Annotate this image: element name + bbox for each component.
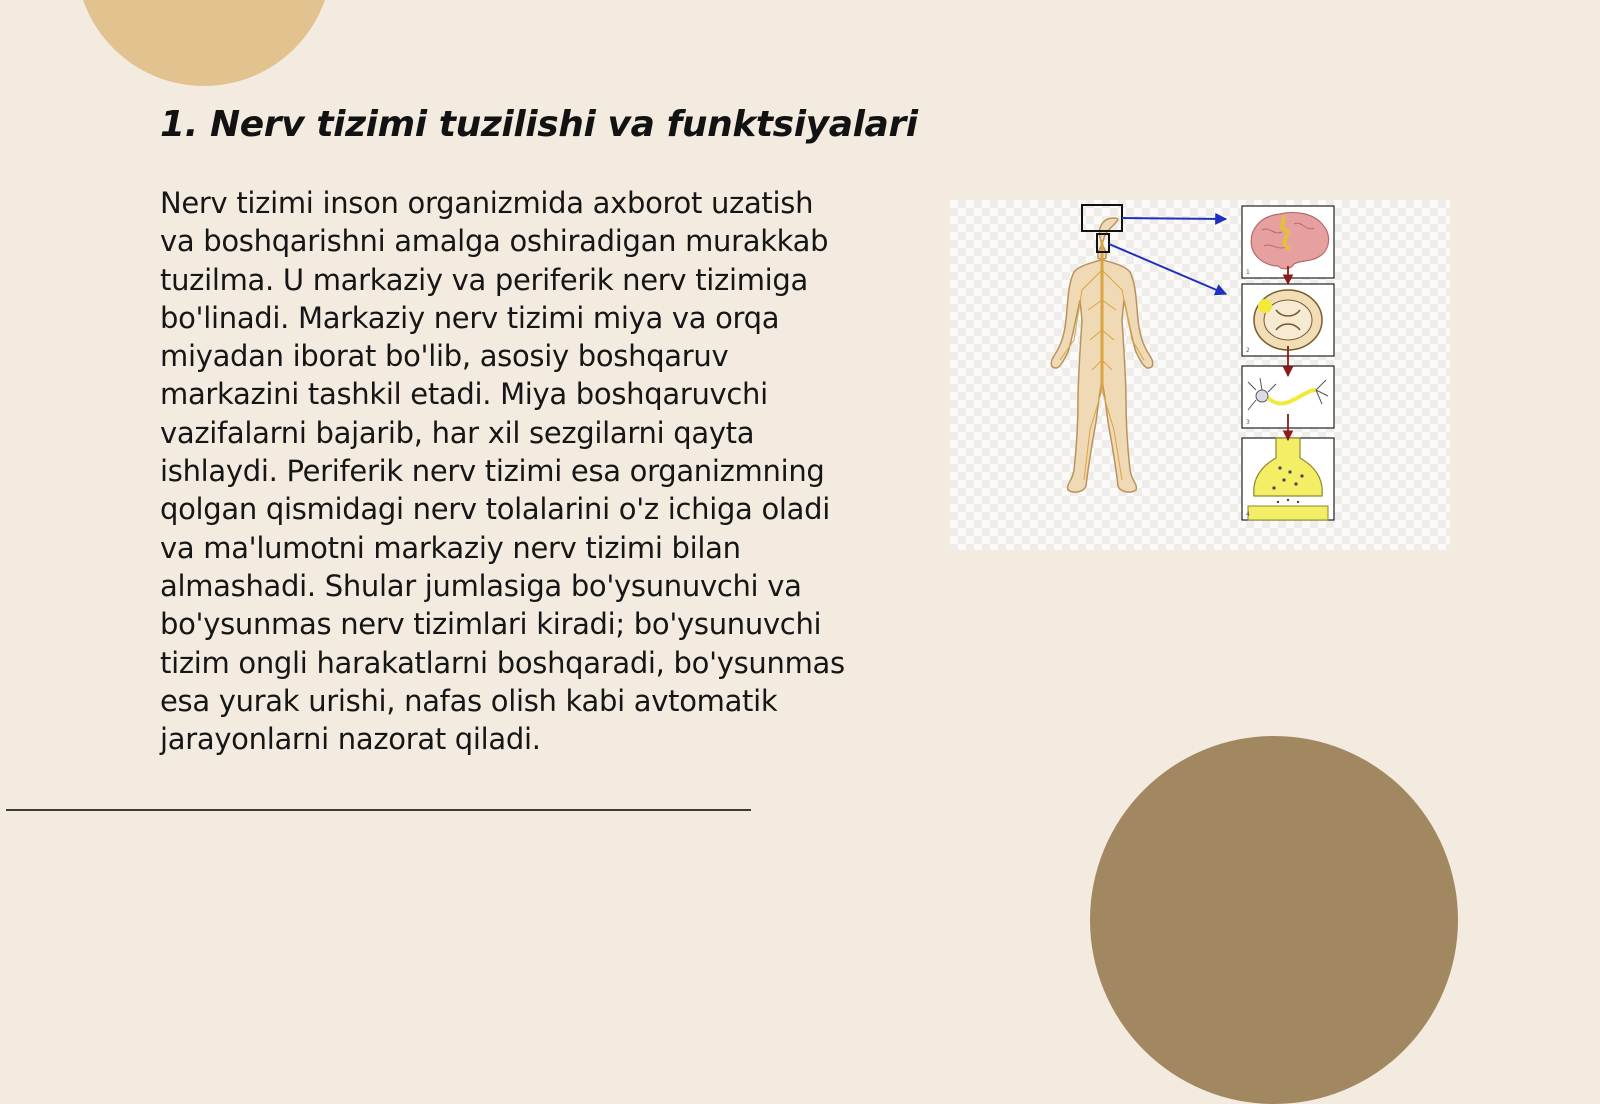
panel-number-3: 3 bbox=[1246, 419, 1250, 426]
divider-line bbox=[6, 809, 751, 811]
panel-number-2: 2 bbox=[1246, 347, 1250, 354]
decorative-circle-bottom bbox=[1090, 736, 1458, 1104]
nervous-system-diagram bbox=[950, 200, 1450, 550]
panel-spinal-cord-section bbox=[1242, 284, 1334, 356]
slide-title: 1. Nerv tizimi tuzilishi va funktsiyalari bbox=[160, 104, 918, 145]
panel-number-4: 4 bbox=[1246, 511, 1250, 518]
decorative-circle-top bbox=[76, 0, 332, 86]
slide-body-text: Nerv tizimi inson organizmida axborot uzatish va boshqarishni amalga oshiradigan murakkab tuzilma. U markaziy va periferik nerv tizimiga bo'linadi. Markaziy nerv tizimi miya va orqa miyadan iborat bo'lib, asosiy boshqaruv markazini tashkil etadi. Miya boshqaruvchi vazifalarni bajarib, har xil sezgilarni qayta ishlaydi. Periferik nerv tizimi esa organizmning qolgan qismidagi nerv tolalarini o'z ichiga oladi va ma'lumotni markaziy nerv tizimi bilan almashadi. Shular jumlasiga bo'ysunuvchi va bo'ysunmas nerv tizimlari kiradi; bo'ysunuvchi tizim ongli harakatlarni boshqaradi, bo'ysunmas esa yurak urishi, nafas olish kabi avtomatik jarayonlarni nazorat qiladi. bbox=[160, 186, 845, 757]
panel-synapse bbox=[1242, 438, 1334, 520]
human-body-figure bbox=[1051, 205, 1153, 492]
arrow-to-brain bbox=[1122, 218, 1226, 219]
nervous-system-illustration bbox=[950, 200, 1450, 550]
panel-number-1: 1 bbox=[1246, 269, 1250, 276]
